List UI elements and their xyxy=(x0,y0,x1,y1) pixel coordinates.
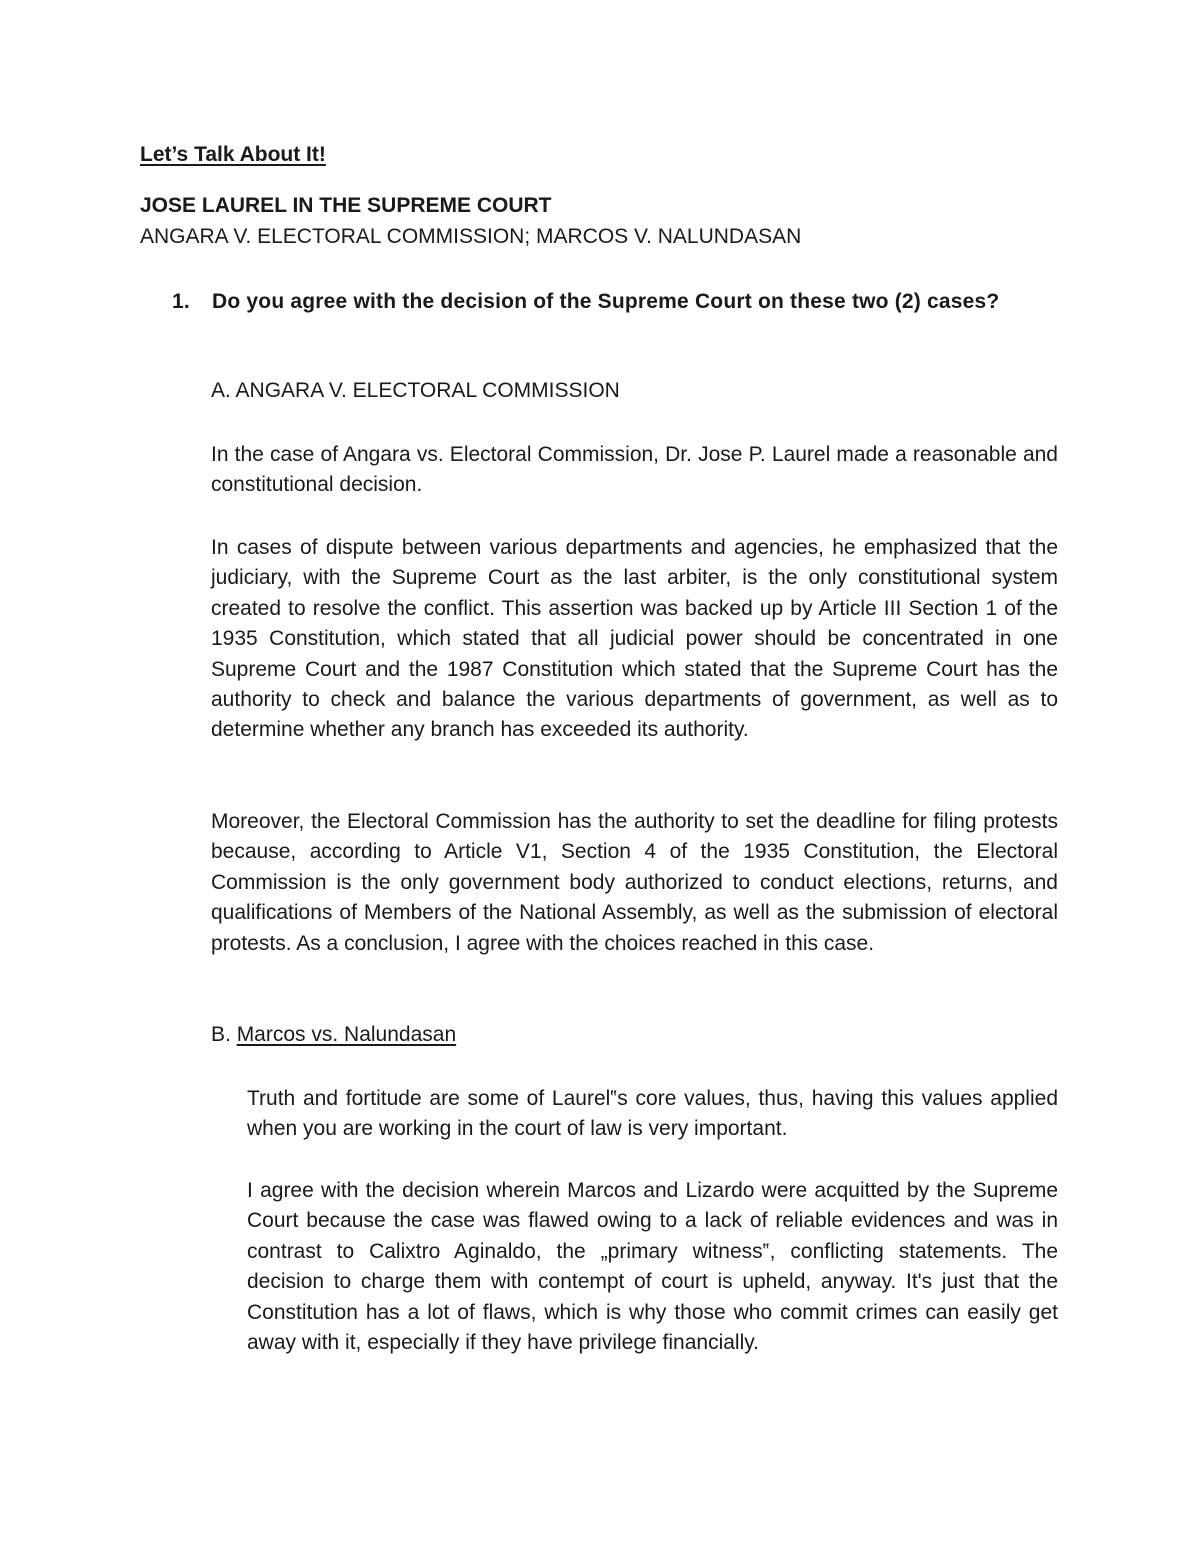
section-b-link[interactable]: Marcos vs. Nalundasan xyxy=(236,1023,457,1046)
section-b-paragraph: I agree with the decision wherein Marcos and Lizardo were acquitted by the Supreme Court because the case was flawed owing to a lack of reliable evidences and was in contrast to Calixtro Aginaldo, the „primary witness‟, conflicting statements. The decision to charge them with contempt of court is upheld, anyway. It's just that the Constitution has a lot of flaws, which is why those who commit crimes can easily get away with it, especially if they have privilege financially. xyxy=(247,1179,1058,1355)
question-number: 1. xyxy=(172,290,190,313)
section-a-heading: A. ANGARA V. ELECTORAL COMMISSION xyxy=(211,379,620,402)
section-a-paragraph: In cases of dispute between various departments and agencies, he emphasized that the judiciary, with the Supreme Court as the last arbiter, is the only constitutional system created to resolve the conflict. This assertion was backed up by Article III Section 1 of the 1935 Constitution, which stated that all judicial power should be concentrated in one Supreme Court and the 1987 Constitution which stated that the Supreme Court has the authority to check and balance the various departments of government, as well as to determine whether any branch has exceeded its authority. xyxy=(211,536,1058,742)
question-text: Do you agree with the decision of the Supreme Court on these two (2) cases? xyxy=(212,290,1000,313)
section-b-heading xyxy=(211,1023,456,1047)
document-subtitle: ANGARA V. ELECTORAL COMMISSION; MARCOS V. NALUNDASAN xyxy=(140,225,802,248)
section-b-prefix: B. xyxy=(211,1023,237,1046)
section-b-paragraph: Truth and fortitude are some of Laurel‟s core values, thus, having this values applied when you are working in the court of law is very important. xyxy=(247,1087,1058,1141)
document-title: JOSE LAUREL IN THE SUPREME COURT xyxy=(140,194,552,217)
question-item xyxy=(172,287,1022,317)
section-a-paragraph: Moreover, the Electoral Commission has the authority to set the deadline for filing protests because, according to Article V1, Section 4 of the 1935 Constitution, the Electoral Commission is the only government body authorized to conduct elections, returns, and qualifications of Members of the National Assembly, as well as the submission of electoral protests. As a conclusion, I agree with the choices reached in this case. xyxy=(211,810,1058,955)
section-a-paragraph: In the case of Angara vs. Electoral Commission, Dr. Jose P. Laurel made a reasonable and constitutional decision. xyxy=(211,443,1058,497)
section-kicker: Let’s Talk About It! xyxy=(140,143,326,166)
